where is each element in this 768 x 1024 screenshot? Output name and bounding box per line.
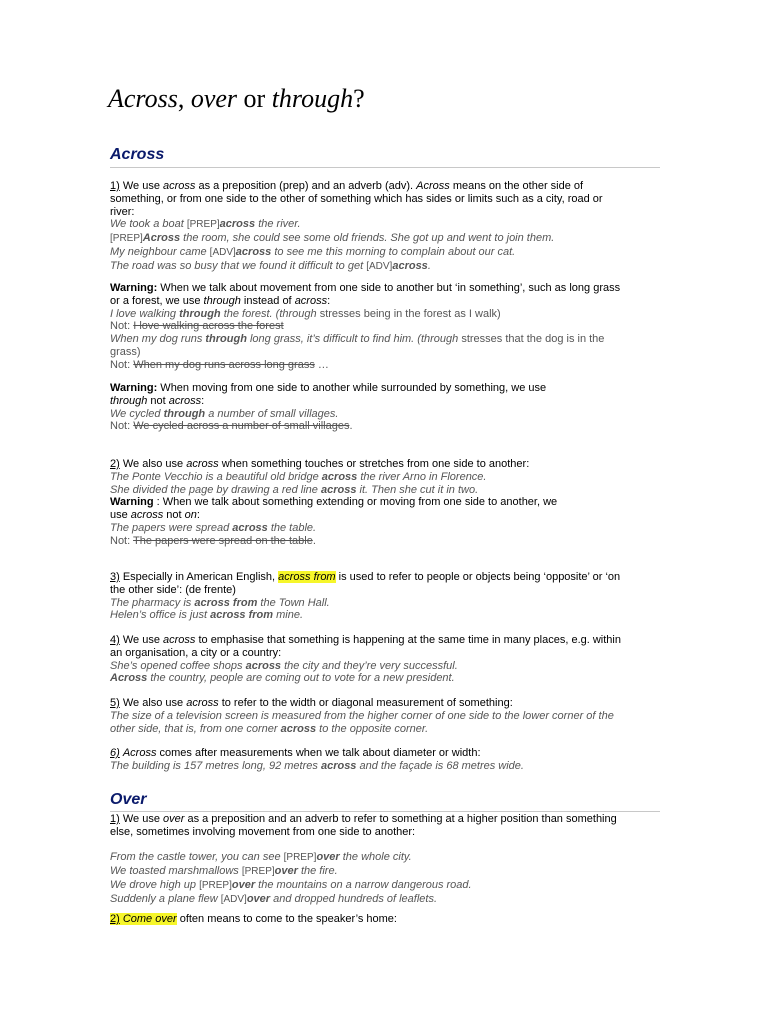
across-point-3: 3) Especially in American English, across from is used to refer to people or objects being ‘opposite’ or ‘on the other side’: (de frente) The pharmacy is across from the Town Hall. Helen’s office is just across from mine. [110,571,660,622]
example-sentence: The road was so busy that we found it difficult to get [ADV]across. [110,259,431,272]
example-sentence: We drove high up [PREP]over the mountains on a narrow dangerous road. [110,878,472,891]
example-sentence: We took a boat [PREP]across the river. [110,218,301,231]
example-sentence: The papers were spread across the table. [110,521,317,534]
example-sentence: I love walking through the forest. (through stresses being in the forest as I walk) [110,307,501,320]
section-divider [110,811,660,812]
example-sentence: She’s opened coffee shops across the city and they’re very successful. [110,659,458,672]
section-divider [110,167,660,168]
example-sentence: The Ponte Vecchio is a beautiful old bridge across the river Arno in Florence. [110,470,487,483]
example-sentence: We toasted marshmallows [PREP]over the fire. [110,865,338,878]
example-sentence: The size of a television screen is measured from the higher corner of one side to the lower corner of the [110,709,614,722]
across-point-2: 2) We also use across when something touches or stretches from one side to another: The Ponte Vecchio is a beautiful old bridge across the river Arno in Florence. She divided the page by drawing a red line across it. Then she cut it in two. Warning : When we talk about something extending or moving from one side to another, we use across not on: The papers were spread across the table. Not: The papers were spread on the table. [110,458,660,548]
section-heading-across: Across [110,146,165,163]
section-heading-over: Over [110,791,147,808]
example-sentence: My neighbour came [ADV]across to see me this morning to complain about our cat. [110,245,516,258]
across-point-5: 5) We also use across to refer to the width or diagonal measurement of something: The size of a television screen is measured from the higher corner of one side to the lower corner of the other side, that is, from one corner across to the opposite corner. [110,697,660,735]
example-sentence: The building is 157 metres long, 92 metres across and the façade is 68 metres wide. [110,759,524,772]
across-point-4: 4) We use across to emphasise that something is happening at the same time in many places, e.g. within an organisation, a city or a country: She’s opened coffee shops across the city and they’re very successful. Across the country, people are coming out to vote for a new president. [110,634,660,685]
warning-through-2: Warning: When moving from one side to another while surrounded by something, we use through not across: We cycled through a number of small villages. Not: We cycled across a number of small villages. [110,382,660,433]
example-sentence: When my dog runs through long grass, it’s difficult to find him. (through stresses that the dog is in the [110,333,605,346]
over-point-2: 2) Come over often means to come to the speaker’s home: [110,913,397,925]
example-sentence: Suddenly a plane flew [ADV]over and dropped hundreds of leaflets. [110,892,438,905]
example-sentence: [PREP]Across the room, she could see some old friends. She got up and went to join them. [110,232,555,245]
warning-through-1: Warning: When we talk about movement from one side to another but ‘in something’, such as long grass or a forest, we use through instead of across: I love walking through the forest. (through stresses being in the forest as I walk) Not: I love walking across the forest When my dog runs through long grass, it’s difficult to find him. (through stresses that the dog is in the grass) Not: When my dog runs across long grass … [110,282,660,372]
example-sentence: We cycled through a number of small villages. [110,407,339,420]
across-point-1: 1) We use across as a preposition (prep) and an adverb (adv). Across means on the other side of something, or from one side to the other of something which has sides or limits such as a city, road or river: We took a boat [PREP]across the river. [PREP]Across the room, she could see some old friends. She got up and went to join them. My neighbour came [ADV]across to see me this morning to complain about our cat. The road was so busy that we found it difficult to get [ADV]across. [110,180,660,274]
example-sentence: The pharmacy is across from the Town Hall. [110,596,330,609]
example-sentence: Across the country, people are coming out to vote for a new president. [110,672,455,685]
example-sentence: other side, that is, from one corner across to the opposite corner. [110,722,429,735]
highlight: Come over [119,913,177,925]
example-sentence: From the castle tower, you can see [PREP]over the whole city. [110,851,412,864]
example-sentence: She divided the page by drawing a red line across it. Then she cut it in two. [110,483,479,496]
example-sentence: Helen’s office is just across from mine. [110,609,304,622]
highlight: across from [278,571,336,583]
document-title: Across, over or through? [108,84,365,113]
across-point-6: 6) Across comes after measurements when we talk about diameter or width: The building is 157 metres long, 92 metres across and the façade is 68 metres wide. [110,747,660,773]
over-point-1: 1) We use over as a preposition and an adverb to refer to something at a higher position than something else, sometimes involving movement from one side to another: From the castle tower, you can see [PREP]over the whole city. We toasted marshmallows [PREP]over the fire. We drove high up [PREP]over the mountains on a narrow dangerous road. Suddenly a plane flew [ADV]over and dropped hundreds of leaflets. [110,813,660,907]
